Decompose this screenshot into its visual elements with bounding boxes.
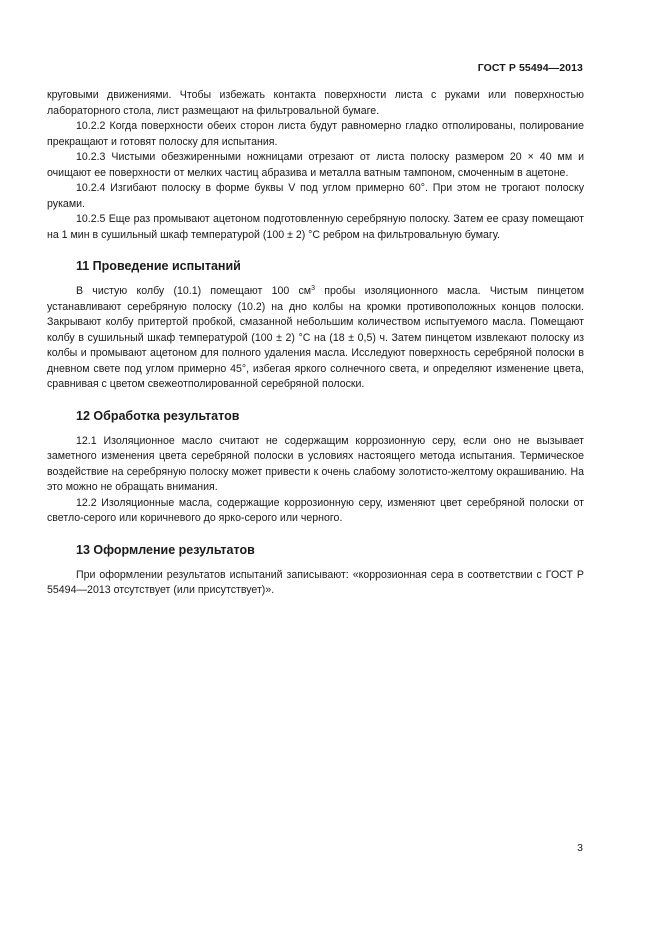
paragraph-12-2: 12.2 Изоляционные масла, содержащие коррозионную серу, изменяют цвет серебряной полоски от светло-серого или коричневого до ярко-серого или черного. <box>47 496 584 524</box>
paragraph-10-2-1-continued: круговыми движениями. Чтобы избежать контакта поверхности листа с руками или поверхностью лабораторного стола, лист размещают на фильтровальной бумаге. <box>47 89 584 117</box>
paragraph-11-rest: пробы изоляционного масла. Чистым пинцетом устанавливают серебряную полоску (10.2) на дно колбы на кромки противоположных концов полоски. Закрывают колбу притертой пробкой, смазанной небольшим количеством испытуемого масла. Помещают колбу в сушильный шкаф температурой (100 ± 2) °С на (18 ± 0,5) ч. Затем пинцетом извлекают полоску из колбы и промывают ацетоном для полного удаления масла. Исследуют поверхность серебряной полоски в дневном свете под углом примерно 45°, избегая яркого солнечного света, и определяют изменение цвета, сравнивая с цветом свежеотполированной серебряной полоски. <box>47 285 584 390</box>
paragraph-10-2-4: 10.2.4 Изгибают полоску в форме буквы V под углом примерно 60°. При этом не трогают полоску руками. <box>47 182 584 210</box>
paragraph-11-start: В чистую колбу (10.1) помещают 100 см <box>76 285 312 297</box>
paragraph-11 <box>47 284 584 393</box>
page-number: 3 <box>577 842 583 854</box>
paragraph-10-2-5: 10.2.5 Еще раз промывают ацетоном подготовленную серебряную полоску. Затем ее сразу помещают на 1 мин в сушильный шкаф температурой (100 ± 2) °С ребром на фильтровальную бумагу. <box>47 213 584 241</box>
section-13-heading: 13 Оформление результатов <box>76 542 255 557</box>
page-content <box>47 88 584 599</box>
paragraph-10-2-2: 10.2.2 Когда поверхности обеих сторон листа будут равномерно гладко отполированы, полирование прекращают и готовят полоску для испытания. <box>47 120 584 148</box>
document-id: ГОСТ Р 55494—2013 <box>477 62 583 74</box>
paragraph-10-2-3: 10.2.3 Чистыми обезжиренными ножницами отрезают от листа полоску размером 20 × 40 мм и очищают ее поверхности от мелких частиц абразива и металла ватным тампоном, смоченным в ацетоне. <box>47 151 584 179</box>
paragraph-13: При оформлении результатов испытаний записывают: «коррозионная сера в соответствии с ГОСТ Р 55494—2013 отсутствует (или присутствует)». <box>47 568 584 596</box>
section-11-heading: 11 Проведение испытаний <box>76 259 241 273</box>
paragraph-12-1: 12.1 Изоляционное масло считают не содержащим коррозионную серу, если оно не вызывает заметного изменения цвета серебряной полоски в условиях настоящего метода испытания. Термическое воздействие на серебряную полоску может привести к очень слабому золотисто-желтому окрашиванию. На это можно не обращать внимания. <box>47 434 584 493</box>
superscript-3: 3 <box>311 285 315 292</box>
section-12-heading: 12 Обработка результатов <box>76 408 240 423</box>
